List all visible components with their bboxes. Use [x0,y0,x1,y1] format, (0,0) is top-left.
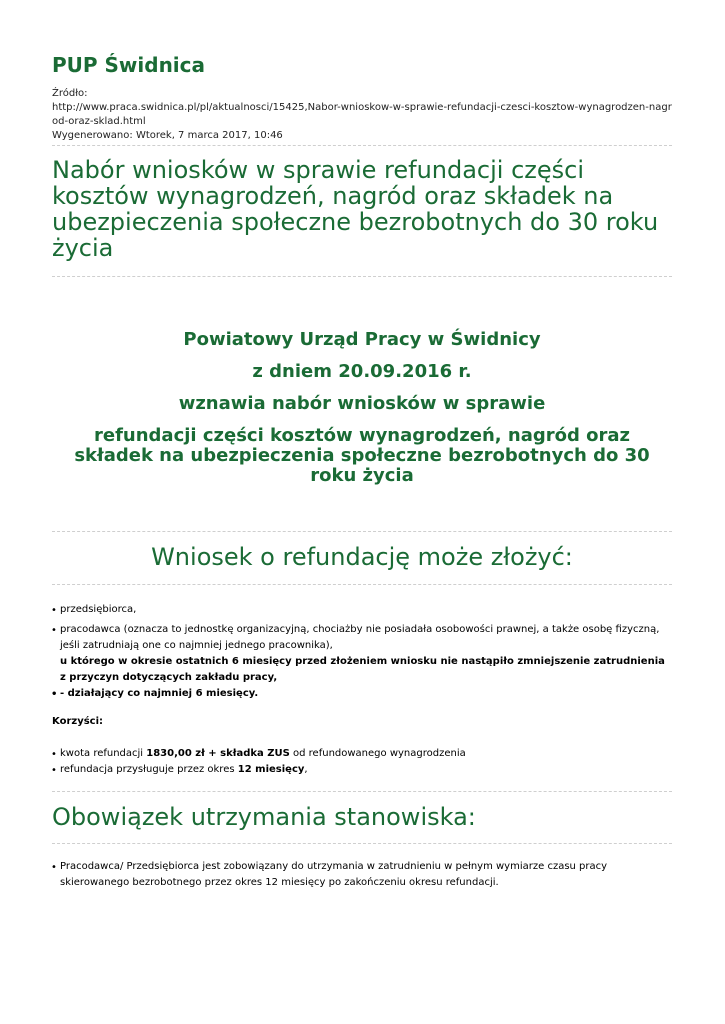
list-item [52,746,674,762]
divider [52,584,672,585]
list-item [52,762,674,778]
list-item: • - działający co najmniej 6 miesięcy. [52,686,674,702]
source-url: http://www.praca.swidnica.pl/pl/aktualnosci/15425,Nabor-wnioskow-w-sprawie-refundacji-czesci-kosztow-wynagrodzen-nagrod-oraz-sklad.html [52,102,672,127]
announcement-line-1: Powiatowy Urząd Pracy w Świdnicy [183,329,541,350]
benefit-period: 12 miesięcy [237,764,305,775]
announcement [52,330,672,486]
divider [52,791,672,792]
applicants-list [52,598,674,702]
generated-date: Wygenerowano: Wtorek, 7 marca 2017, 10:46 [52,130,283,141]
benefit-amount: 1830,00 zł + składka ZUS [146,748,290,759]
benefit-text: od refundowanego wynagrodzenia [289,748,466,759]
list-item: • przedsiębiorca, [52,602,674,618]
benefits-label: Korzyści: [52,716,104,727]
divider [52,531,672,532]
benefit-text: refundacja przysługuje przez okres [60,764,238,775]
announcement-line-2: z dniem 20.09.2016 r. [252,361,472,382]
divider [52,843,672,844]
section-title-applicants: Wniosek o refundację może złożyć: [151,543,573,571]
list-item-text: pracodawca (oznacza to jednostkę organizacyjną, chociażby nie posiadała osobowości prawnej, a także osobę fizyczną, jeśli zatrudniają one co najmniej jednego pracownika), [60,624,660,651]
announcement-line-4: refundacji części kosztów wynagrodzeń, nagród oraz składek na ubezpieczenia społeczne bezrobotnych do 30 roku życia [74,425,650,486]
benefits-list [52,742,674,778]
benefit-text: kwota refundacji [60,748,147,759]
list-item [52,622,674,686]
list-item: • Pracodawca/ Przedsiębiorca jest zobowiązany do utrzymania w zatrudnieniu w pełnym wymiarze czasu pracy skierowanego bezrobotnego przez okres 12 miesięcy po zakończeniu okresu refundacji. [52,859,674,891]
section-title-obligation: Obowiązek utrzymania stanowiska: [52,803,476,831]
divider [52,145,672,146]
benefit-text: , [304,764,308,775]
article-title: Nabór wniosków w sprawie refundacji części kosztów wynagrodzeń, nagród oraz składek na ubezpieczenia społeczne bezrobotnych do 30 roku życia [52,156,659,262]
obligation-list [52,855,674,891]
announcement-line-3: wznawia nabór wniosków w sprawie [178,393,546,414]
list-item-bold-text: u którego w okresie ostatnich 6 miesięcy przed złożeniem wniosku nie nastąpiło zmniejszenie zatrudnienia z przyczyn dotyczących zakładu pracy, [60,656,665,683]
source-label: Źródło: [52,88,88,99]
source-meta [52,87,677,143]
site-title: PUP Świdnica [52,53,206,77]
divider [52,276,672,277]
